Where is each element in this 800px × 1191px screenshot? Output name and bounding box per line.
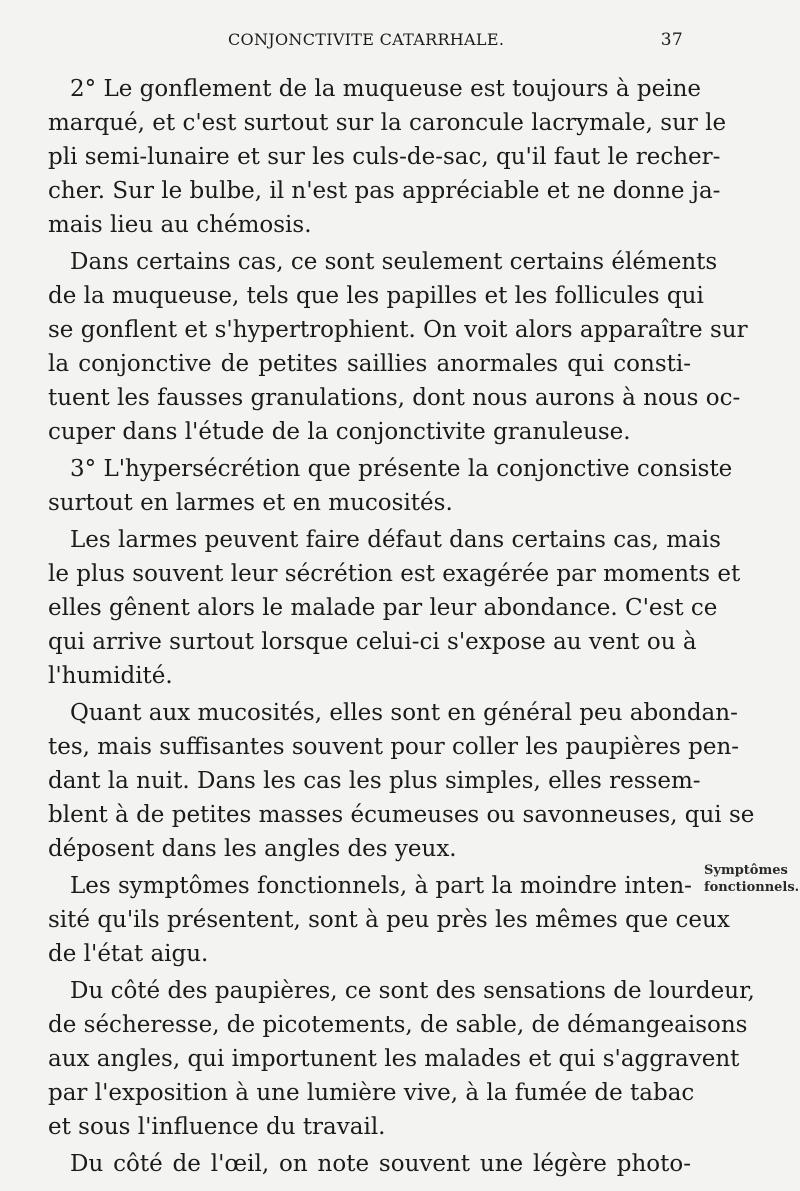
text-line: Du côté des paupières, ce sont des sensations de lourdeur,	[70, 978, 755, 1004]
text-line: aux angles, qui importunent les malades et qui s'aggravent	[48, 1046, 740, 1072]
text-line: cher. Sur le bulbe, il n'est pas appréciable et ne donne ja-	[48, 178, 721, 204]
text-line: se gonflent et s'hypertrophient. On voit alors apparaître sur	[48, 317, 748, 343]
running-title: CONJONCTIVITE CATARRHALE.	[228, 30, 505, 49]
text-line: l'humidité.	[48, 663, 173, 689]
text-line: de sécheresse, de picotements, de sable, de démangeaisons	[48, 1012, 748, 1038]
paragraph-gonflement	[48, 72, 727, 242]
text-line: le plus souvent leur sécrétion est exagérée par moments et	[48, 561, 741, 587]
paragraph-mucosites	[48, 696, 755, 866]
text-line: surtout en larmes et en mucosités.	[48, 490, 453, 516]
text-line: 3° L'hypersécrétion que présente la conjonctive consiste	[70, 456, 733, 482]
text-line: elles gênent alors le malade par leur abondance. C'est ce	[48, 595, 718, 621]
paragraph-hypersecretion	[48, 452, 733, 520]
text-line: Les larmes peuvent faire défaut dans certains cas, mais	[70, 527, 721, 553]
paragraph-symptomes	[48, 869, 730, 971]
text-line: par l'exposition à une lumière vive, à la fumée de tabac	[48, 1080, 695, 1106]
text-line: Du côté de l'œil, on note souvent une légère photo-	[70, 1151, 691, 1177]
text-line: sité qu'ils présentent, sont à peu près les mêmes que ceux	[48, 907, 730, 933]
text-line: tes, mais suffisantes souvent pour coller les paupières pen-	[48, 734, 740, 760]
running-header	[228, 30, 683, 54]
paragraph-elements	[48, 245, 748, 449]
paragraph-larmes	[48, 523, 741, 693]
text-line: marqué, et c'est surtout sur la caroncule lacrymale, sur le	[48, 110, 727, 136]
text-line: cuper dans l'étude de la conjonctivite granuleuse.	[48, 419, 631, 445]
text-line: de la muqueuse, tels que les papilles et les follicules qui	[48, 283, 704, 309]
margin-note-line: fonctionnels.	[704, 880, 800, 895]
text-line: dant la nuit. Dans les cas les plus simples, elles ressem-	[48, 768, 701, 794]
text-line: tuent les fausses granulations, dont nous aurons à nous oc-	[48, 385, 741, 411]
text-line: déposent dans les angles des yeux.	[48, 836, 457, 862]
paragraph-oeil	[48, 1147, 691, 1181]
text-line: la conjonctive de petites saillies anormales qui consti-	[48, 351, 691, 377]
body-text	[48, 72, 755, 1184]
text-line: et sous l'influence du travail.	[48, 1114, 386, 1140]
text-line: 2° Le gonflement de la muqueuse est toujours à peine	[70, 76, 702, 102]
text-line: Dans certains cas, ce sont seulement certains éléments	[70, 249, 718, 275]
text-line: pli semi-lunaire et sur les culs-de-sac, qu'il faut le recher-	[48, 144, 721, 170]
text-line: mais lieu au chémosis.	[48, 212, 312, 238]
margin-note-line: Symptômes	[704, 863, 788, 878]
text-line: de l'état aigu.	[48, 941, 209, 967]
margin-note	[704, 862, 800, 896]
text-line: Quant aux mucosités, elles sont en général peu abondan-	[70, 700, 738, 726]
page-number: 37	[660, 30, 683, 50]
text-line: qui arrive surtout lorsque celui-ci s'expose au vent ou à	[48, 629, 697, 655]
paragraph-paupieres	[48, 974, 755, 1144]
text-line: Les symptômes fonctionnels, à part la moindre inten-	[70, 873, 692, 899]
text-line: blent à de petites masses écumeuses ou savonneuses, qui se	[48, 802, 755, 828]
